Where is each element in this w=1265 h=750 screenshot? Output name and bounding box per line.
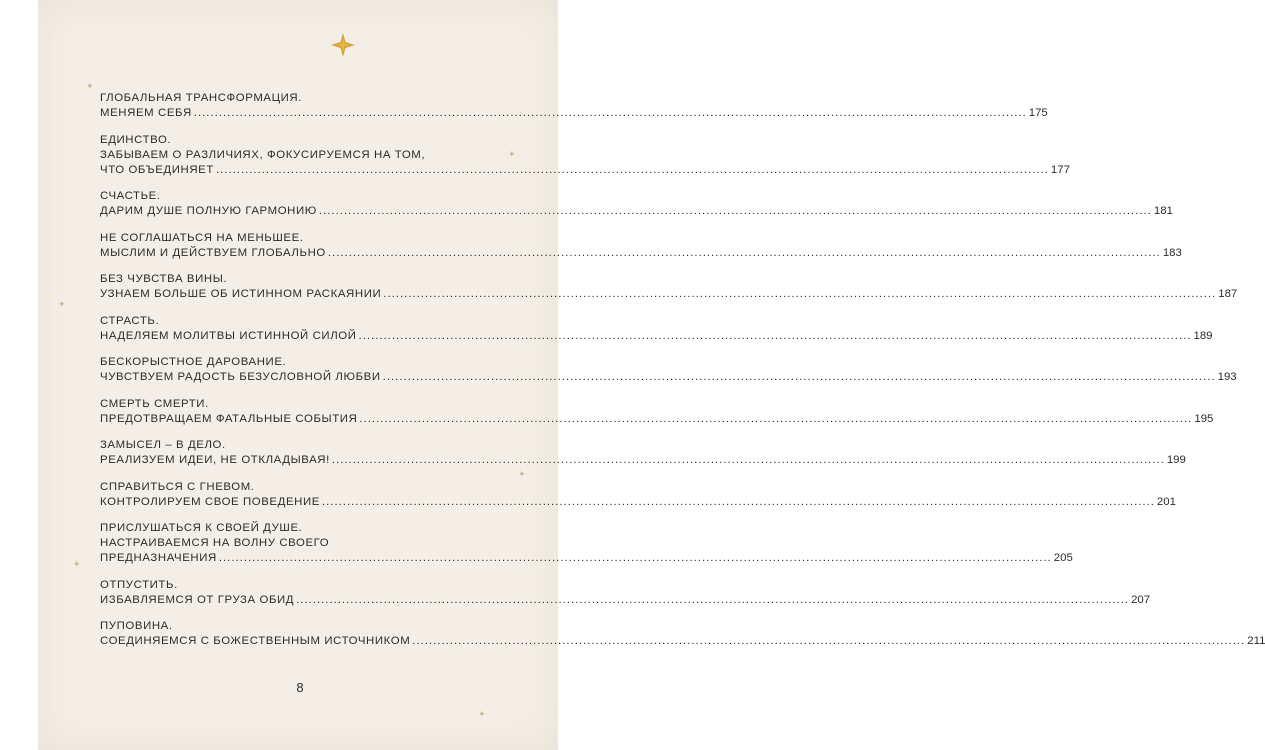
toc-entry-subtitle-text: ИЗБАВЛЯЕМСЯ ОТ ГРУЗА ОБИД	[100, 593, 295, 606]
toc-entry-subtitle: ЗАБЫВАЕМ О РАЗЛИЧИЯХ, ФОКУСИРУЕМСЯ НА ТОМ,	[100, 148, 426, 161]
dot-leader: ........................................................................................................................................................................................................	[359, 412, 1193, 425]
toc-entry-title: ЗАМЫСЕЛ – В ДЕЛО.	[100, 439, 226, 451]
toc-entry-subtitle-text: РЕАЛИЗУЕМ ИДЕИ, НЕ ОТКЛАДЫВАЯ!	[100, 454, 330, 466]
dot-leader: ........................................................................................................................................................................................................	[327, 246, 1161, 259]
sparkle-icon: ✦	[478, 709, 486, 719]
toc-entry-subtitle-text: ПРЕДОТВРАЩАЕМ ФАТАЛЬНЫЕ СОБЫТИЯ	[100, 412, 358, 425]
toc-entry-subtitle	[100, 593, 1151, 608]
dot-leader: ........................................................................................................................................................................................................	[412, 635, 1246, 647]
toc-page-number: 193	[1217, 371, 1237, 383]
toc-page-number: 201	[1156, 495, 1176, 508]
gold-star-icon	[330, 32, 356, 58]
toc-entry-title: СТРАСТЬ.	[100, 314, 160, 327]
toc-entry-subtitle-text: ЧУВСТВУЕМ РАДОСТЬ БЕЗУСЛОВНОЙ ЛЮБВИ	[100, 371, 381, 383]
toc-entry-subtitle	[100, 634, 1265, 649]
page-number: 8	[296, 680, 304, 695]
sparkle-icon: ✦	[58, 299, 66, 309]
toc-page-number: 189	[1193, 329, 1213, 342]
toc-entry	[100, 438, 1186, 468]
toc-entry-subtitle	[100, 204, 1173, 219]
toc-entry-title: БЕСКОРЫСТНОЕ ДАРОВАНИЕ.	[100, 356, 287, 368]
dot-leader: ........................................................................................................................................................................................................	[318, 205, 1152, 217]
sparkle-icon: ✦	[508, 149, 516, 159]
dot-leader: ........................................................................................................................................................................................................	[321, 495, 1155, 508]
toc-entry-subtitle	[100, 551, 1073, 566]
toc-entry	[100, 619, 1265, 649]
toc-entry-title: ОТПУСТИТЬ.	[100, 578, 178, 591]
toc-entry-subtitle	[100, 370, 1237, 385]
dot-leader: ........................................................................................................................................................................................................	[383, 288, 1217, 300]
dot-leader: ........................................................................................................................................................................................................	[382, 371, 1216, 383]
toc-entry-subtitle	[100, 106, 1048, 121]
toc-entry	[100, 355, 1237, 385]
toc-entry	[100, 314, 1213, 344]
toc-page-number: 175	[1028, 107, 1048, 119]
toc-entry	[100, 189, 1173, 219]
toc-entry-title: НЕ СОГЛАШАТЬСЯ НА МЕНЬШЕЕ.	[100, 231, 304, 244]
dot-leader: ........................................................................................................................................................................................................	[218, 552, 1052, 564]
toc-entry-title: ПУПОВИНА.	[100, 620, 173, 632]
toc-entry-subtitle-text: МЕНЯЕМ СЕБЯ	[100, 107, 192, 119]
toc-entry	[100, 133, 1070, 178]
toc-entry-subtitle-text: НАДЕЛЯЕМ МОЛИТВЫ ИСТИННОЙ СИЛОЙ	[100, 329, 357, 342]
toc-entry-subtitle-text: ПРЕДНАЗНАЧЕНИЯ	[100, 552, 217, 564]
toc-page-number: 199	[1166, 454, 1186, 466]
toc-entry	[100, 480, 1176, 510]
sparkle-icon: ✦	[73, 559, 81, 569]
toc-entry	[100, 91, 1048, 121]
toc-entry-title: СПРАВИТЬСЯ С ГНЕВОМ.	[100, 480, 255, 493]
toc-entry-subtitle	[100, 163, 1070, 178]
toc-entry	[100, 521, 1073, 566]
toc-page-number: 207	[1131, 593, 1151, 606]
toc-entry-subtitle-text: СОЕДИНЯЕМСЯ С БОЖЕСТВЕННЫМ ИСТОЧНИКОМ	[100, 635, 411, 647]
toc-entry-subtitle	[100, 412, 1214, 427]
sparkle-icon: ✦	[86, 81, 94, 91]
toc-entry-subtitle: НАСТРАИВАЕМСЯ НА ВОЛНУ СВОЕГО	[100, 537, 330, 549]
toc-entry-subtitle	[100, 329, 1213, 344]
toc-page-number: 195	[1194, 412, 1214, 425]
toc-page-number: 177	[1050, 163, 1070, 176]
toc-page-number: 181	[1153, 205, 1173, 217]
toc-entry-subtitle-text: МЫСЛИМ И ДЕЙСТВУЕМ ГЛОБАЛЬНО	[100, 246, 326, 259]
toc-entry-subtitle-text: УЗНАЕМ БОЛЬШЕ ОБ ИСТИННОМ РАСКАЯНИИ	[100, 288, 382, 300]
dot-leader: ........................................................................................................................................................................................................	[296, 593, 1130, 606]
toc-page-number: 205	[1053, 552, 1073, 564]
toc-page-number: 211	[1247, 635, 1265, 647]
toc-entry-title: СМЕРТЬ СМЕРТИ.	[100, 397, 209, 410]
toc-entry-title: ГЛОБАЛЬНАЯ ТРАНСФОРМАЦИЯ.	[100, 92, 303, 104]
sparkle-icon: ✦	[518, 469, 526, 479]
toc-entry-title: БЕЗ ЧУВСТВА ВИНЫ.	[100, 273, 228, 285]
toc-entry-subtitle	[100, 246, 1182, 261]
dot-leader: ........................................................................................................................................................................................................	[331, 454, 1165, 466]
toc-entry	[100, 397, 1214, 427]
toc-entry-subtitle-text: ЧТО ОБЪЕДИНЯЕТ	[100, 163, 214, 176]
toc-entry-subtitle	[100, 453, 1186, 468]
toc-entry	[100, 231, 1182, 261]
toc-entry	[100, 578, 1151, 608]
toc-entry	[100, 272, 1238, 302]
toc-entry-subtitle-text: КОНТРОЛИРУЕМ СВОЕ ПОВЕДЕНИЕ	[100, 495, 320, 508]
toc-entry-subtitle	[100, 495, 1176, 510]
toc-page-number: 187	[1218, 288, 1238, 300]
dot-leader: ........................................................................................................................................................................................................	[358, 329, 1192, 342]
toc-entry-subtitle-text: ДАРИМ ДУШЕ ПОЛНУЮ ГАРМОНИЮ	[100, 205, 317, 217]
toc-entry-title: ЕДИНСТВО.	[100, 133, 172, 146]
toc-entry-subtitle	[100, 287, 1238, 302]
toc-entry-title: ПРИСЛУШАТЬСЯ К СВОЕЙ ДУШЕ.	[100, 522, 303, 534]
table-of-contents	[100, 91, 1265, 661]
dot-leader: ........................................................................................................................................................................................................	[215, 163, 1049, 176]
dot-leader: ........................................................................................................................................................................................................	[193, 107, 1027, 119]
toc-entry-title: СЧАСТЬЕ.	[100, 190, 161, 202]
toc-page-number: 183	[1162, 246, 1182, 259]
